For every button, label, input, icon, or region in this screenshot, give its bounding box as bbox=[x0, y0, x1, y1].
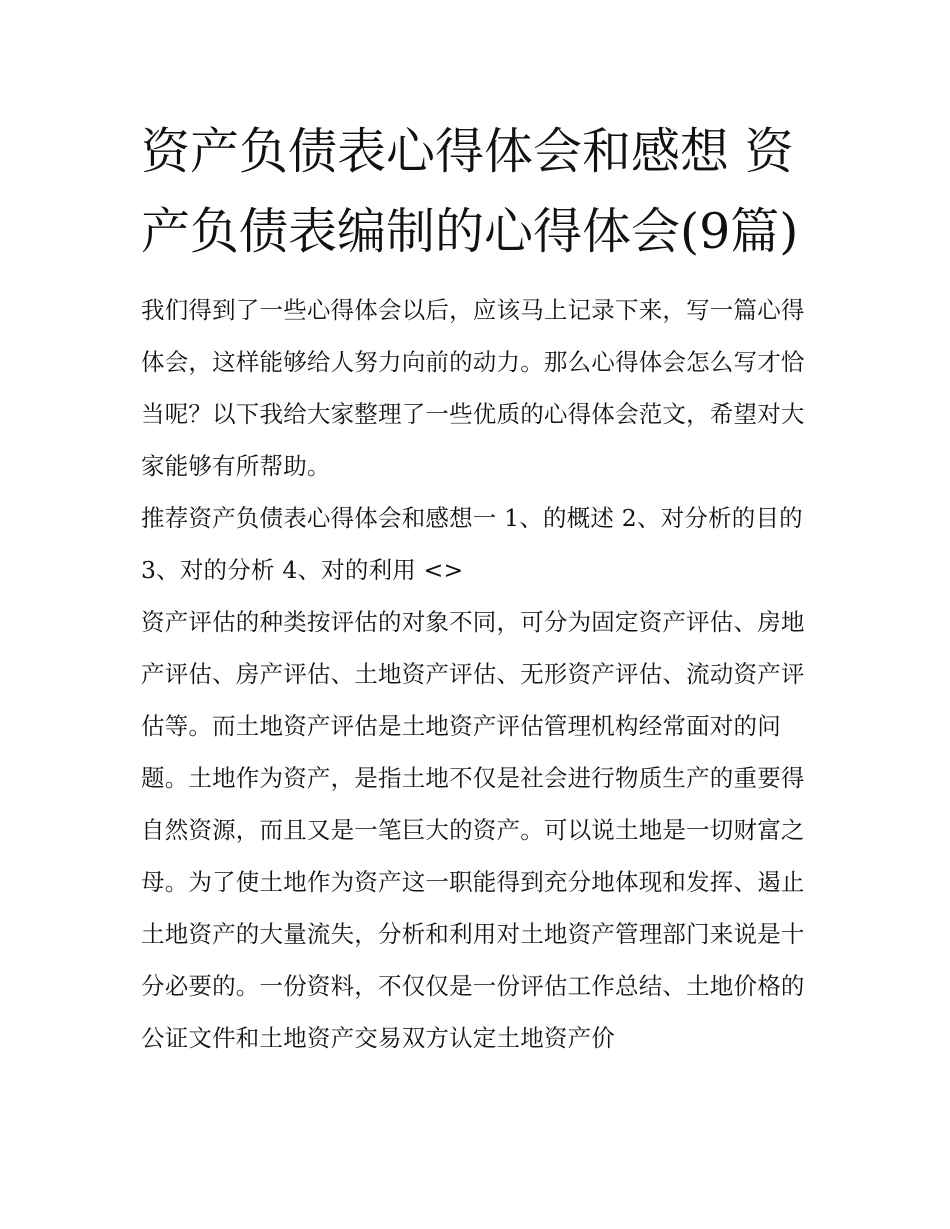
body-paragraph: 资产评估的种类按评估的对象不同，可分为固定资产评估、房地产评估、房产评估、土地资产评估、无形资产评估、流动资产评估等。而土地资产评估是土地资产评估管理机构经常面对的问题。土地作为资产，是指土地不仅是社会进行物质生产的重要得自然资源，而且又是一笔巨大的资产。可以说土地是一切财富之母。为了使土地作为资产这一职能得到充分地体现和发挥、遏止土地资产的大量流失，分析和利用对土地资产管理部门来说是十分必要的。一份资料，不仅仅是一份评估工作总结、土地价格的公证文件和土地资产交易双方认定土地资产价 bbox=[141, 608, 805, 1052]
outline-paragraph: 推荐资产负债表心得体会和感想一 1、的概述 2、对分析的目的 3、对的分析 4、对的利用 <> bbox=[141, 504, 803, 584]
document-title: 资产负债表心得体会和感想 资产负债表编制的心得体会(9篇) bbox=[141, 123, 799, 260]
intro-paragraph: 我们得到了一些心得体会以后，应该马上记录下来，写一篇心得体会，这样能够给人努力向前的动力。那么心得体会怎么写才恰当呢？以下我给大家整理了一些优质的心得体会范文，希望对大家能够有所帮助。 bbox=[141, 296, 805, 480]
document-content bbox=[141, 112, 811, 1064]
